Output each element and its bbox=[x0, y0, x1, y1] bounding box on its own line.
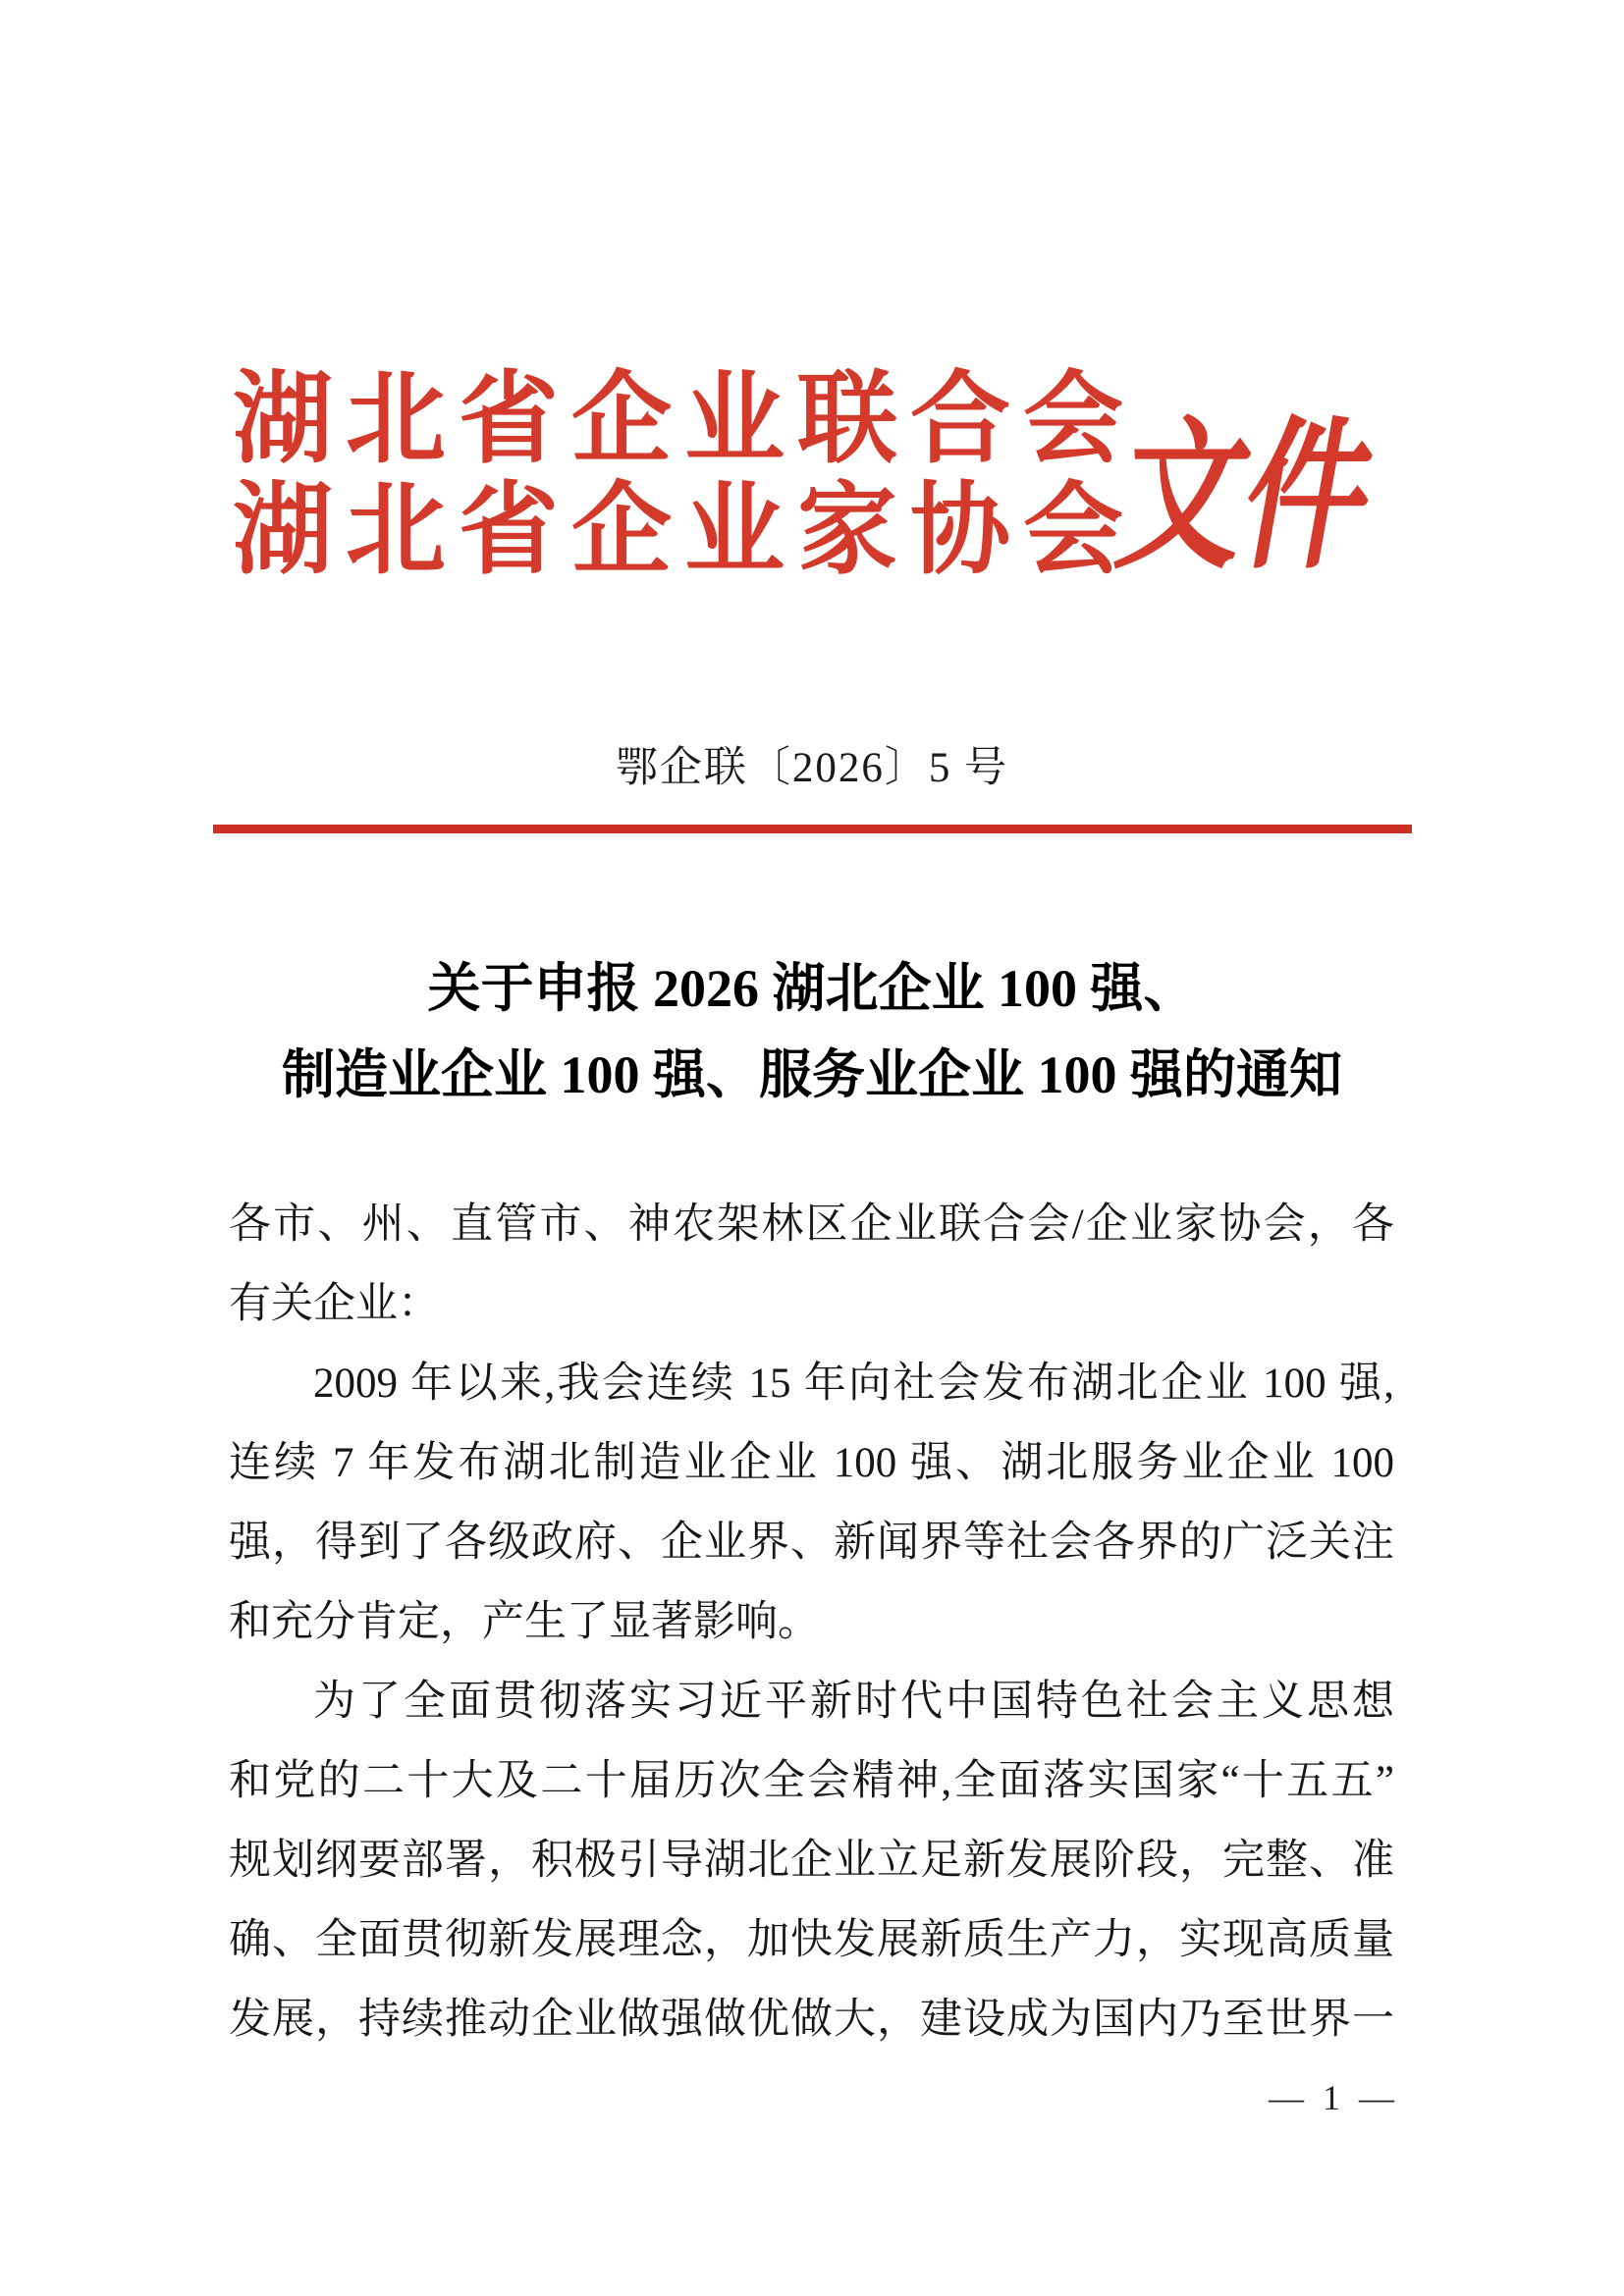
document-title-line2: 制造业企业 100 强、服务业企业 100 强的通知 bbox=[282, 1045, 1342, 1104]
paragraph-line: 发展，持续推动企业做强做优做大，建设成为国内乃至世界一 bbox=[229, 1997, 1394, 2043]
red-divider-rule bbox=[213, 825, 1412, 833]
paragraph-line: 强，得到了各级政府、企业界、新闻界等社会各界的广泛关注 bbox=[229, 1520, 1394, 1566]
document-body bbox=[229, 1185, 1394, 2059]
page-number: — 1 — bbox=[1269, 2078, 1399, 2117]
salutation-line: 各市、州、直管市、神农架林区企业联合会/企业家协会，各 bbox=[229, 1201, 1394, 1248]
paragraph-line: 连续 7 年发布湖北制造业企业 100 强、湖北服务业企业 100 bbox=[229, 1440, 1394, 1486]
document-label: 文件 bbox=[1107, 407, 1386, 588]
paragraph-line: 确、全面贯彻新发展理念，加快发展新质生产力，实现高质量 bbox=[229, 1917, 1394, 1963]
paragraph-line: 为了全面贯彻落实习近平新时代中国特色社会主义思想 bbox=[313, 1679, 1394, 1725]
paragraph-line: 规划纲要部署，积极引导湖北企业立足新发展阶段，完整、准 bbox=[229, 1838, 1394, 1884]
paragraph-line: 和充分肯定，产生了显著影响。 bbox=[229, 1599, 820, 1645]
org-name-line1: 湖北省企业联合会 bbox=[233, 365, 1136, 476]
document-number: 鄂企联〔2026〕5 号 bbox=[615, 745, 1009, 791]
document-title bbox=[0, 945, 1624, 1118]
salutation-line: 有关企业： bbox=[229, 1281, 440, 1327]
paragraph-line: 2009 年以来,我会连续 15 年向社会发布湖北企业 100 强, bbox=[313, 1361, 1394, 1407]
org-name-line2: 湖北省企业家协会 bbox=[233, 476, 1136, 587]
paragraph-line: 和党的二十大及二十届历次全会精神,全面落实国家“十五五” bbox=[229, 1758, 1394, 1804]
document-title-line1: 关于申报 2026 湖北企业 100 强、 bbox=[427, 959, 1197, 1018]
issuing-org-names bbox=[233, 365, 1136, 587]
